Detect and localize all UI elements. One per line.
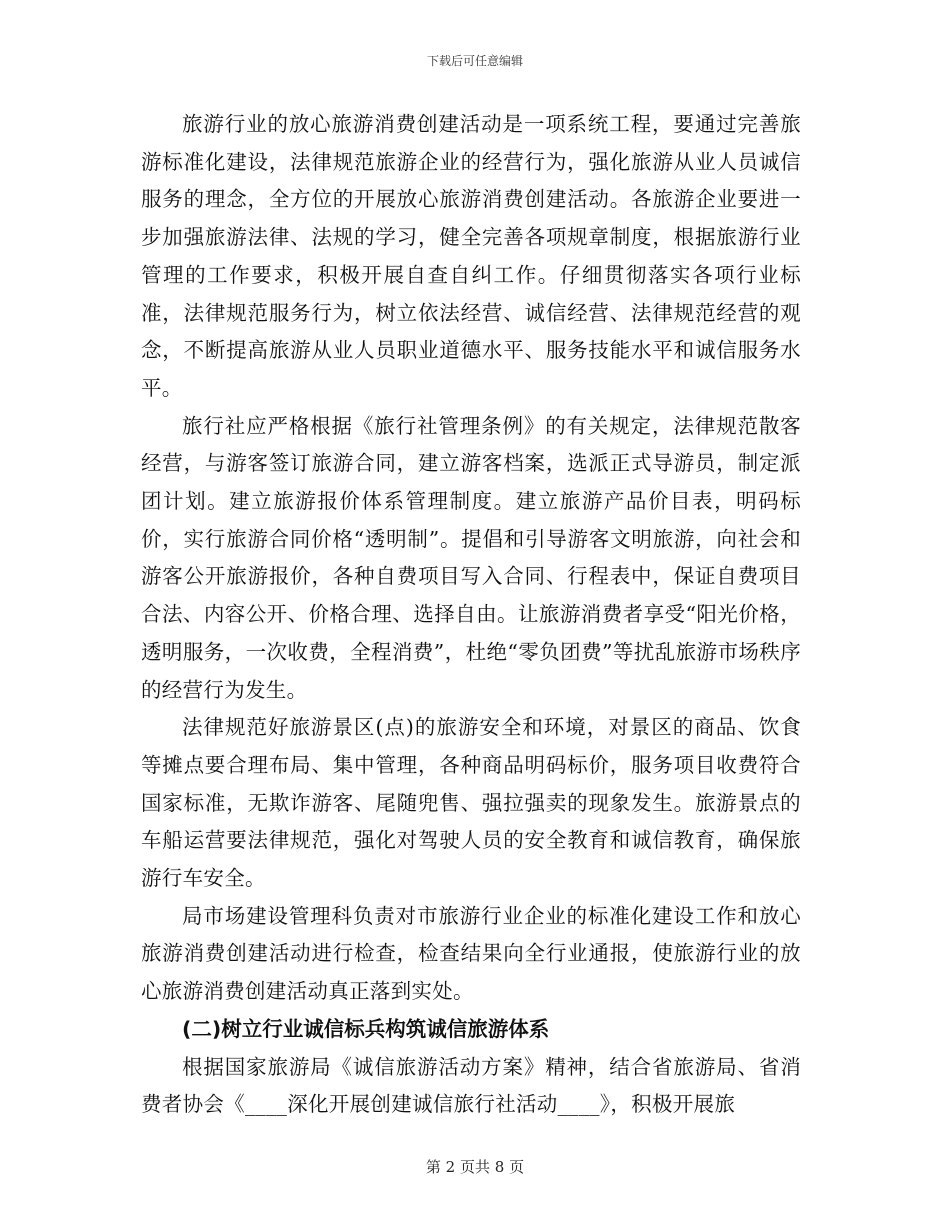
- section-heading: (二)树立行业诚信标兵构筑诚信旅游体系: [182, 1016, 550, 1041]
- paragraph-5: 根据国家旅游局《诚信旅游活动方案》精神，结合省旅游局、省消费者协会《____深化开展创建诚信旅行社活动____》，积极开展旅: [141, 1054, 801, 1117]
- page-number: 第 2 页共 8 页: [425, 1158, 525, 1176]
- paragraph-4: 局市场建设管理科负责对市旅游行业企业的标准化建设工作和放心旅游消费创建活动进行检查，检查结果向全行业通报，使旅游行业的放心旅游消费创建活动真正落到实处。: [141, 903, 801, 1004]
- page-header-note: 下载后可任意编辑: [426, 54, 523, 68]
- paragraph-1: 旅游行业的放心旅游消费创建活动是一项系统工程，要通过完善旅游标准化建设，法律规范旅游企业的经营行为，强化旅游从业人员诚信服务的理念，全方位的开展放心旅游消费创建活动。各旅游企业要进一步加强旅游法律、法规的学习，健全完善各项规章制度，根据旅游行业管理的工作要求，积极开展自查自纠工作。仔细贯彻落实各项行业标准，法律规范服务行为，树立依法经营、诚信经营、法律规范经营的观念，不断提高旅游从业人员职业道德水平、服务技能水平和诚信服务水平。: [141, 112, 801, 400]
- paragraph-2: 旅行社应严格根据《旅行社管理条例》的有关规定，法律规范散客经营，与游客签订旅游合同，建立游客档案，选派正式导游员，制定派团计划。建立旅游报价体系管理制度。建立旅游产品价目表，明码标价，实行旅游合同价格“透明制”。提倡和引导游客文明旅游，向社会和游客公开旅游报价，各种自费项目写入合同、行程表中，保证自费项目合法、内容公开、价格合理、选择自由。让旅游消费者享受“阳光价格，透明服务，一次收费，全程消费”，杜绝“零负团费”等扰乱旅游市场秩序的经营行为发生。: [141, 413, 801, 702]
- document-body: [141, 106, 801, 1124]
- paragraph-3: 法律规范好旅游景区(点)的旅游安全和环境，对景区的商品、饮食等摊点要合理布局、集中管理，各种商品明码标价，服务项目收费符合国家标准，无欺诈游客、尾随兜售、强拉强卖的现象发生。旅游景点的车船运营要法律规范，强化对驾驶人员的安全教育和诚信教育，确保旅游行车安全。: [141, 715, 801, 891]
